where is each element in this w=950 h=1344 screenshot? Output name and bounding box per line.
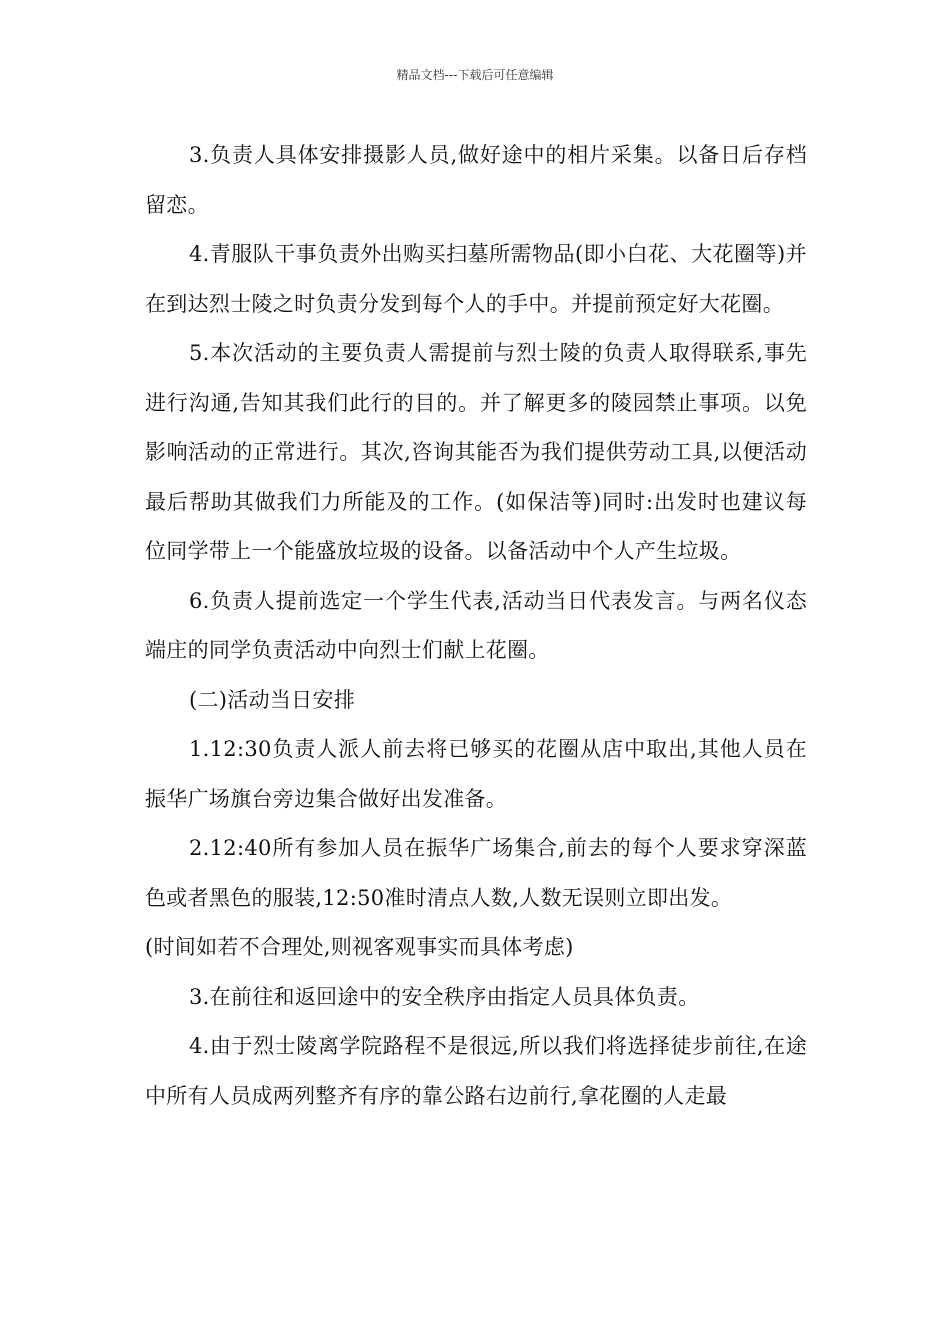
schedule-item-3: 3.在前往和返回途中的安全秩序由指定人员具体负责。 bbox=[189, 984, 700, 1009]
schedule-item-1: 1.12:30负责人派人前去将已够买的花圈从店中取出,其他人员在振华广场旗台旁边集合做好出发准备。 bbox=[145, 737, 807, 811]
paragraph-item-4: 4.青服队干事负责外出购买扫墓所需物品(即小白花、大花圈等)并在到达烈士陵之时负责分发到每个人的手中。并提前预定好大花圈。 bbox=[145, 242, 807, 316]
page-header: 精品文档---下载后可任意编辑 bbox=[396, 68, 554, 82]
schedule-item-4: 4.由于烈士陵离学院路程不是很远,所以我们将选择徒步前往,在途中所有人员成两列整齐有序的靠公路右边前行,拿花圈的人走最 bbox=[145, 1034, 807, 1108]
schedule-note: (时间如若不合理处,则视客观事实而具体考虑) bbox=[145, 935, 574, 959]
document-body bbox=[145, 131, 807, 1121]
paragraph-item-5: 5.本次活动的主要负责人需提前与烈士陵的负责人取得联系,事先进行沟通,告知其我们此行的目的。并了解更多的陵园禁止事项。以免影响活动的正常进行。其次,咨询其能否为我们提供劳动工具,以便活动最后帮助其做我们力所能及的工作。(如保洁等)同时:出发时也建议每位同学带上一个能盛放垃圾的设备。以备活动中个人产生垃圾。 bbox=[145, 341, 807, 563]
paragraph-item-3: 3.负责人具体安排摄影人员,做好途中的相片采集。以备日后存档留恋。 bbox=[145, 143, 807, 217]
section-heading: (二)活动当日安排 bbox=[189, 687, 356, 712]
schedule-item-2: 2.12:40所有参加人员在振华广场集合,前去的每个人要求穿深蓝色或者黑色的服装,12:50准时清点人数,人数无误则立即出发。 bbox=[145, 836, 807, 910]
paragraph-item-6: 6.负责人提前选定一个学生代表,活动当日代表发言。与两名仪态端庄的同学负责活动中向烈士们献上花圈。 bbox=[145, 588, 807, 662]
